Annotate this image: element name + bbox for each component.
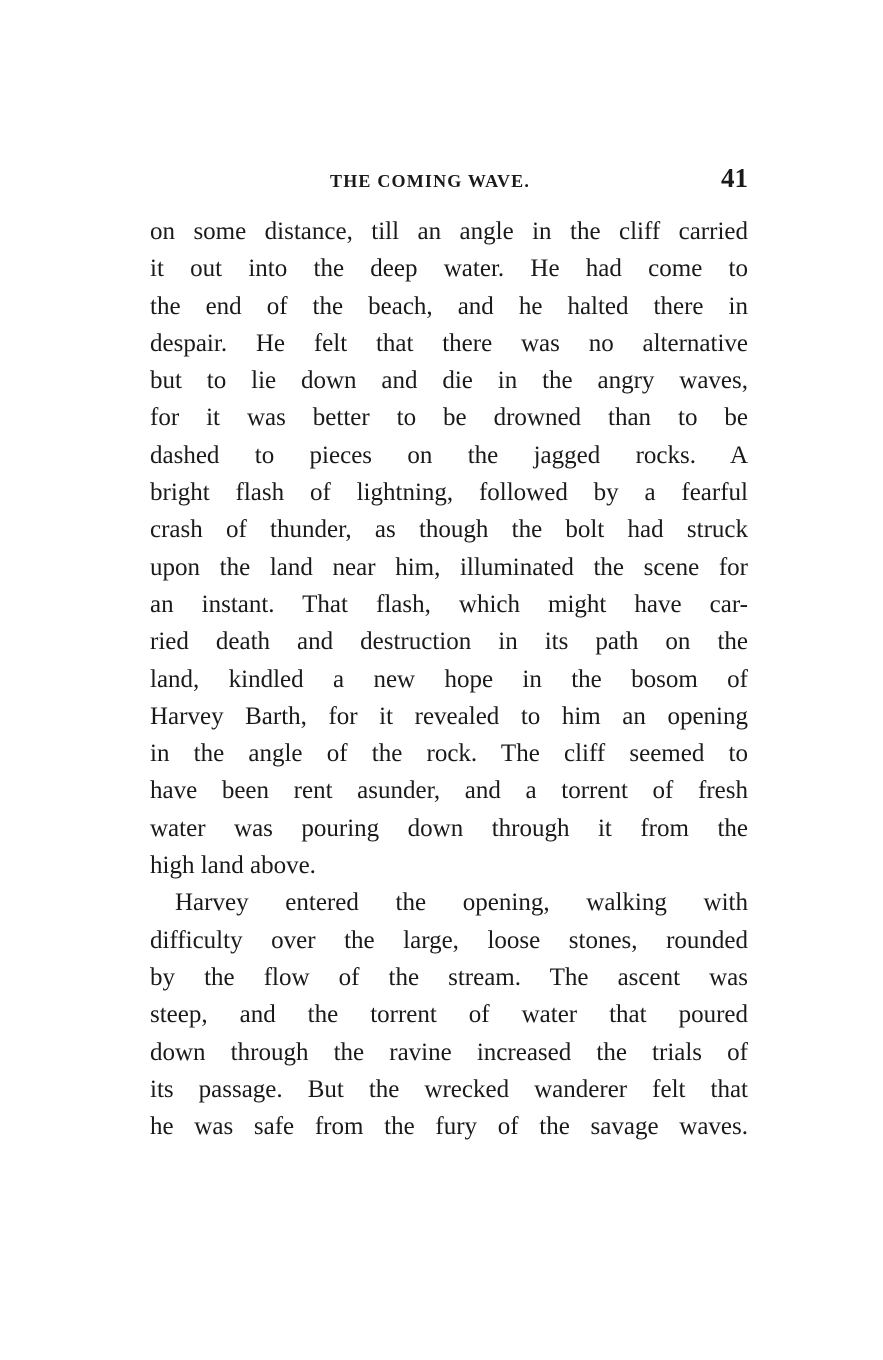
text-line: steep, and the torrent of water that poured: [150, 1001, 748, 1029]
text-line: ried death and destruction in its path on the: [150, 628, 748, 656]
text-line: it out into the deep water. He had come to: [150, 255, 748, 283]
paragraph-2: [150, 884, 748, 1145]
paragraph-1: [150, 213, 748, 884]
text-line: its passage. But the wrecked wanderer felt that: [150, 1075, 748, 1103]
text-line: by the flow of the stream. The ascent was: [150, 963, 748, 991]
text-line: high land above.: [150, 852, 316, 880]
text-line: have been rent asunder, and a torrent of fresh: [150, 777, 748, 805]
body-text: [150, 213, 748, 1145]
text-line: despair. He felt that there was no alternative: [150, 329, 748, 357]
text-line: upon the land near him, illuminated the scene for: [150, 553, 748, 581]
running-title: THE COMING WAVE.: [330, 171, 531, 191]
text-line: Harvey Barth, for it revealed to him an opening: [150, 702, 748, 730]
text-line: but to lie down and die in the angry waves,: [150, 367, 748, 395]
text-line: crash of thunder, as though the bolt had struck: [150, 516, 748, 544]
running-head: [150, 163, 748, 199]
text-line: down through the ravine increased the trials of: [150, 1038, 748, 1066]
text-line: an instant. That flash, which might have car-: [150, 590, 748, 618]
page-number: 41: [721, 163, 748, 193]
text-line: difficulty over the large, loose stones, rounded: [150, 926, 748, 954]
text-line: for it was better to be drowned than to be: [150, 404, 748, 432]
text-line: on some distance, till an angle in the cliff carried: [150, 218, 748, 245]
text-line: bright flash of lightning, followed by a fearful: [150, 479, 748, 507]
text-line: the end of the beach, and he halted there in: [150, 292, 748, 320]
text-line: he was safe from the fury of the savage waves.: [150, 1113, 748, 1141]
text-line: Harvey entered the opening, walking with: [175, 889, 748, 917]
text-line: in the angle of the rock. The cliff seemed to: [150, 740, 748, 768]
text-line: land, kindled a new hope in the bosom of: [150, 665, 748, 693]
text-line: water was pouring down through it from the: [150, 814, 748, 842]
text-line: dashed to pieces on the jagged rocks. A: [150, 441, 748, 469]
